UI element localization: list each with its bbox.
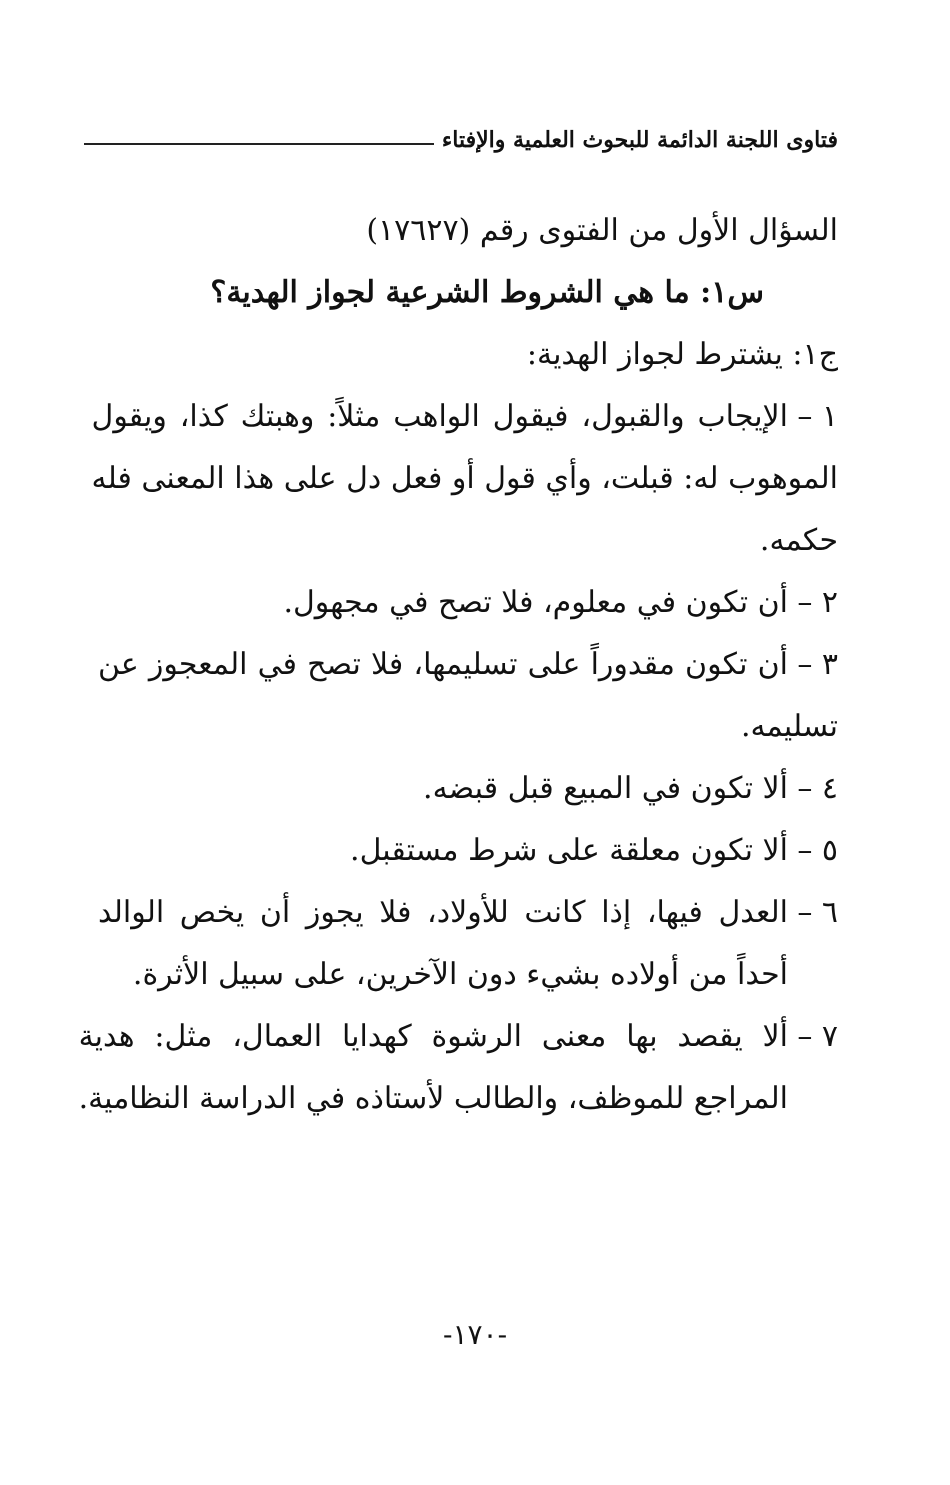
running-header-title: فتاوى اللجنة الدائمة للبحوث العلمية والإفتاء [441,127,838,153]
list-item [78,1006,838,1130]
list-item-line: أن تكون مقدوراً على تسليمها، فلا تصح في المعجوز عن [98,647,788,682]
list-item-number: ٥ – [797,833,838,868]
list-item-text [98,820,788,882]
list-item [98,758,838,820]
list-item [98,634,838,758]
list-item-number: ٧ – [797,1019,838,1054]
list-item-line: الموهوب له: قبلت، وأي قول أو فعل دل على هذا المعنى فله [91,461,838,496]
question-heading: س١: ما هي الشروط الشرعية لجواز الهدية؟ [210,275,764,310]
list-item-number: ٦ – [797,895,838,930]
list-item-line: الإيجاب والقبول، فيقول الواهب مثلاً: وهبتك كذا، ويقول [91,399,788,434]
list-item-line: المراجع للموظف، والطالب لأستاذه في الدراسة النظامية. [78,1081,788,1116]
list-item-line: تسليمه. [740,709,838,744]
header-rule [84,143,434,145]
list-item-text [98,758,788,820]
list-item-line: ألا تكون معلقة على شرط مستقبل. [350,833,788,868]
list-item-line: حكمه. [759,523,838,558]
answer-label: ج١: يشترط لجواز الهدية: [526,337,838,372]
list-item-text [98,572,788,634]
page-number: -١٧٠- [442,1318,508,1351]
list-item-line: ألا يقصد بها معنى الرشوة كهدايا العمال، مثل: هدية [78,1019,788,1054]
list-item-number: ٣ – [797,647,838,682]
list-item [98,572,838,634]
list-item-line: ألا تكون في المبيع قبل قبضه. [423,771,788,806]
list-item-line: أن تكون في معلوم، فلا تصح في مجهول. [283,585,788,620]
list-item [91,386,838,572]
list-item-text [79,1006,788,1130]
list-item-text [98,882,788,1006]
list-item [98,882,838,1006]
list-item-text [98,634,838,758]
list-item-number: ٤ – [797,771,838,806]
list-item-number: ٢ – [797,585,838,620]
list-item [98,820,838,882]
list-item-text [91,386,838,572]
running-header [84,120,838,160]
list-item-line: أحداً من أولاده بشيء دون الآخرين، على سبيل الأثرة. [132,957,788,992]
list-item-line: العدل فيها، إذا كانت للأولاد، فلا يجوز أن يخص الوالد [98,895,788,930]
page-body [78,200,838,1130]
fatwa-intro: السؤال الأول من الفتوى رقم (١٧٦٢٧) [366,213,838,248]
list-item-number: ١ – [797,399,838,434]
